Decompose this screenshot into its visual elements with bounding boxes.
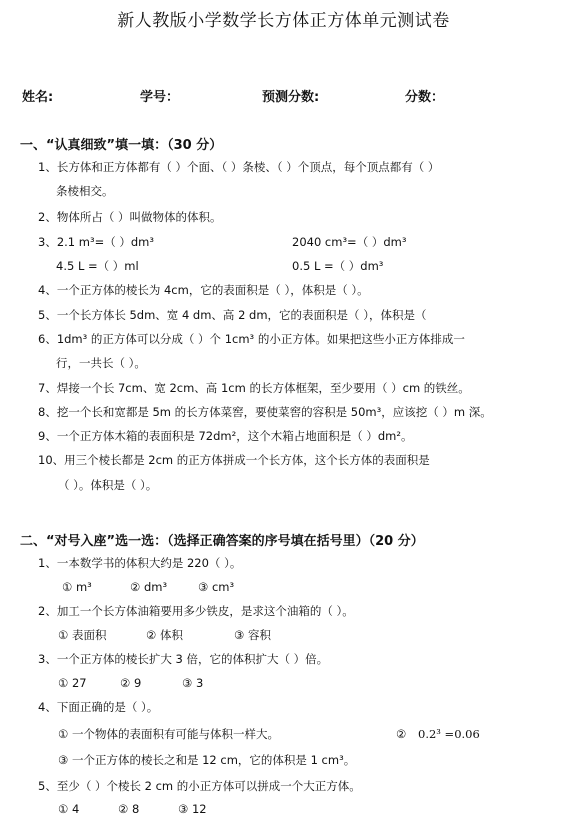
s1-question-3-a-right: 2040 cm³=（ ）dm³ <box>292 235 407 249</box>
s1-question-2: 2、物体所占（ ）叫做物体的体积。 <box>38 210 222 224</box>
s2-q1-option-2: ② dm³ <box>130 580 168 594</box>
page-title: 新人教版小学数学长方体正方体单元测试卷 <box>117 11 450 31</box>
s1-question-1-cont: 条棱相交。 <box>56 184 114 198</box>
s1-question-10-cont: （ ）。体积是（ ）。 <box>58 478 158 492</box>
s2-q4-option-3: ③ 一个正方体的棱长之和是 12 cm，它的体积是 1 cm³。 <box>58 753 356 767</box>
section1-heading: 一、“认真细致”填一填：（30 分） <box>20 138 223 153</box>
s2-question-1: 1、一本数学书的体积大约是 220（ ）。 <box>38 556 242 570</box>
s2-question-5: 5、至少（ ）个棱长 2 cm 的小正方体可以拼成一个大正方体。 <box>38 779 361 793</box>
s1-question-3-b-right: 0.5 L =（ ）dm³ <box>292 259 384 273</box>
s1-question-6-cont: 行，一共长（ ）。 <box>56 356 146 370</box>
s2-q3-option-3: ③ 3 <box>182 676 204 690</box>
s2-q1-option-3: ③ cm³ <box>198 580 235 594</box>
s1-question-5: 5、一个长方体长 5dm、宽 4 dm、高 2 dm，它的表面积是（ ），体积是（ <box>38 308 427 322</box>
s1-question-6: 6、1dm³ 的正方体可以分成（ ）个 1cm³ 的小正方体。如果把这些小正方体排成一 <box>38 332 465 346</box>
s1-question-1: 1、长方体和正方体都有（ ）个面、（ ）条棱、（ ）个顶点，每个顶点都有（ ） <box>38 160 440 174</box>
s2-question-4: 4、下面正确的是（ ）。 <box>38 700 159 714</box>
s2-q5-option-2: ② 8 <box>118 802 140 816</box>
s2-q5-option-1: ① 4 <box>58 802 80 816</box>
section2-heading: 二、“对号入座”选一选：（选择正确答案的序号填在括号里）（20 分） <box>20 534 424 549</box>
s2-question-2: 2、加工一个长方体油箱要用多少铁皮，是求这个油箱的（ ）。 <box>38 604 354 618</box>
s2-q2-option-2: ② 体积 <box>146 628 183 642</box>
s2-q5-option-3: ③ 12 <box>178 802 207 816</box>
s2-q3-option-2: ② 9 <box>120 676 142 690</box>
s2-question-3: 3、一个正方体的棱长扩大 3 倍，它的体积扩大（ ）倍。 <box>38 652 329 666</box>
score-label: 分数： <box>405 90 445 105</box>
s1-question-4: 4、一个正方体的棱长为 4cm，它的表面积是（ ），体积是（ ）。 <box>38 283 369 297</box>
s2-q4-option-2-number: ② <box>396 727 407 741</box>
s1-question-7: 7、焊接一个长 7cm、宽 2cm、高 1cm 的长方体框架，至少要用（ ）cm 的铁丝。 <box>38 381 470 395</box>
student-no-label: 学号： <box>140 90 180 105</box>
s2-q3-option-1: ① 27 <box>58 676 87 690</box>
s1-question-3-b-left: 4.5 L =（ ）ml <box>56 259 139 273</box>
name-label: 姓名: <box>22 90 54 105</box>
predicted-score-label: 预测分数: <box>262 90 320 105</box>
s1-question-3-a-left: 3、2.1 m³=（ ）dm³ <box>38 235 154 249</box>
s2-q1-option-1: ① m³ <box>62 580 92 594</box>
s1-question-10: 10、用三个棱长都是 2cm 的正方体拼成一个长方体，这个长方体的表面积是 <box>38 453 430 467</box>
s2-q2-option-1: ① 表面积 <box>58 628 107 642</box>
s2-q4-option-1: ① 一个物体的表面积有可能与体积一样大。 <box>58 727 279 741</box>
s2-q2-option-3: ③ 容积 <box>234 628 271 642</box>
s1-question-9: 9、一个正方体木箱的表面积是 72dm²，这个木箱占地面积是（ ）dm²。 <box>38 429 413 443</box>
s2-q4-option-2-expression: 0.2³ =0.06 <box>418 727 480 741</box>
s1-question-8: 8、挖一个长和宽都是 5m 的长方体菜窖，要使菜窖的容积是 50m³，应该挖（ ）m 深。 <box>38 405 492 419</box>
